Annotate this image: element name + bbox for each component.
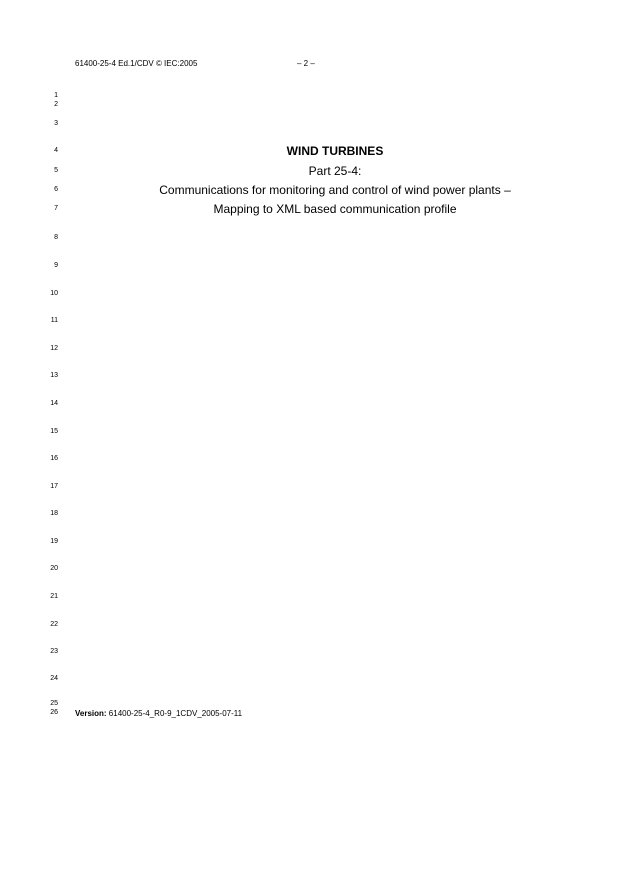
line-number: 7 (54, 205, 58, 212)
line-number: 13 (50, 372, 58, 379)
document-reference: 61400-25-4 Ed.1/CDV © IEC:2005 (75, 59, 198, 68)
version-value: 61400-25-4_R0-9_1CDV_2005-07-11 (106, 709, 243, 718)
line-number: 6 (54, 186, 58, 193)
line-number: 3 (54, 120, 58, 127)
document-title: WIND TURBINES (286, 144, 384, 158)
subtitle-line-2: Mapping to XML based communication profile (213, 202, 457, 216)
line-number: 9 (54, 262, 58, 269)
version-label: Version: (75, 709, 107, 718)
page-header (75, 59, 315, 68)
line-number: 18 (50, 510, 58, 517)
line-number: 24 (50, 675, 58, 682)
line-number: 10 (50, 290, 58, 297)
line-number: 1 (54, 92, 58, 99)
part-label: Part 25-4: (308, 164, 362, 178)
line-number: 26 (50, 709, 58, 716)
line-number: 5 (54, 167, 58, 174)
line-number: 25 (50, 700, 58, 707)
page-number: – 2 – (297, 59, 315, 68)
line-number: 16 (50, 455, 58, 462)
line-number: 2 (54, 101, 58, 108)
line-number: 23 (50, 648, 58, 655)
line-number: 8 (54, 234, 58, 241)
line-number: 22 (50, 621, 58, 628)
line-number: 20 (50, 565, 58, 572)
line-number: 19 (50, 538, 58, 545)
line-number: 11 (50, 317, 58, 324)
version-line (75, 709, 242, 718)
line-number: 15 (50, 428, 58, 435)
line-number: 14 (50, 400, 58, 407)
line-number: 12 (50, 345, 58, 352)
line-number: 17 (50, 483, 58, 490)
line-number: 21 (50, 593, 58, 600)
line-number: 4 (54, 147, 58, 154)
subtitle-line-1: Communications for monitoring and control of wind power plants – (159, 183, 511, 197)
